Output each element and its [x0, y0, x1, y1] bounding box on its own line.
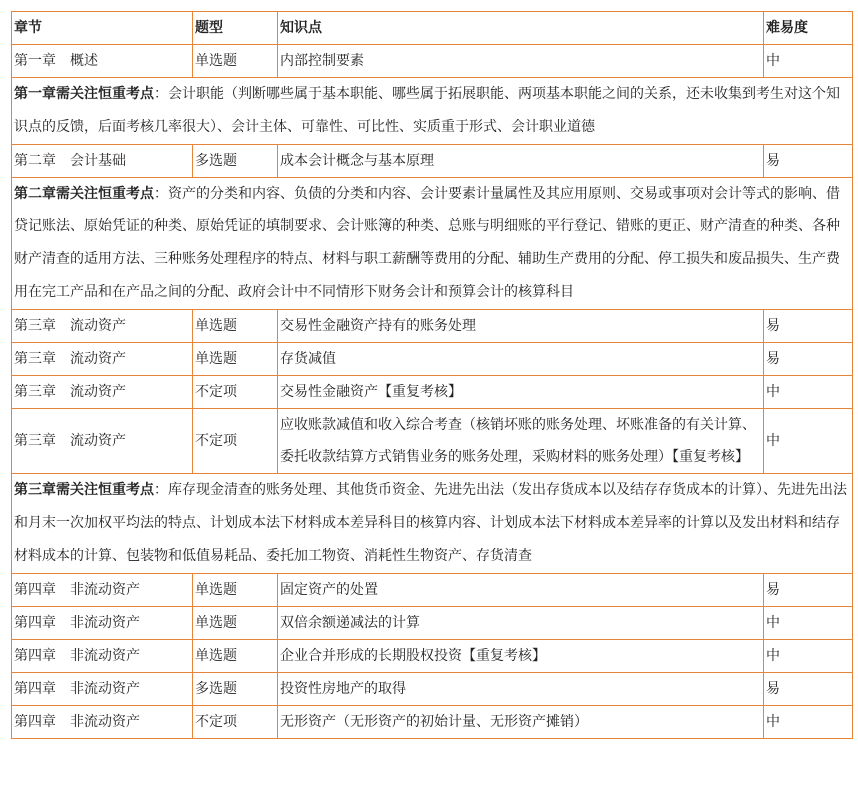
table-row	[12, 375, 853, 408]
cell-chapter: 第四章 非流动资产	[12, 705, 193, 738]
cell-type: 单选题	[193, 309, 278, 342]
cell-difficulty: 中	[764, 45, 853, 78]
cell-type: 单选题	[193, 342, 278, 375]
table-row	[12, 606, 853, 639]
table-row	[12, 45, 853, 78]
key-points-cell	[12, 177, 853, 309]
key-points-colon: ：	[154, 185, 168, 202]
cell-point: 企业合并形成的长期股权投资【重复考核】	[278, 639, 764, 672]
cell-type: 不定项	[193, 375, 278, 408]
cell-type: 不定项	[193, 408, 278, 474]
cell-chapter: 第三章 流动资产	[12, 309, 193, 342]
cell-chapter: 第四章 非流动资产	[12, 573, 193, 606]
table-row	[12, 672, 853, 705]
cell-point: 交易性金融资产持有的账务处理	[278, 309, 764, 342]
table-row	[12, 639, 853, 672]
key-points-text: 资产的分类和内容、负债的分类和内容、会计要素计量属性及其应用原则、交易或事项对会计等式的影响、借贷记账法、原始凭证的种类、原始凭证的填制要求、会计账簿的种类、总账与明细账的平行登记、错账的更正、财产清查的种类、各种财产清查的适用方法、三种账务处理程序的特点、材料与职工薪酬等费用的分配、辅助生产费用的分配、停工损失和废品损失、生产费用在完工产品和在产品之间的分配、政府会计中不同情形下财务会计和预算会计的核算科目	[14, 185, 840, 300]
key-points-colon: ：	[154, 482, 168, 499]
key-points-cell	[12, 78, 853, 145]
cell-difficulty: 中	[764, 705, 853, 738]
cell-point: 双倍余额递减法的计算	[278, 606, 764, 639]
cell-type: 单选题	[193, 606, 278, 639]
cell-difficulty: 易	[764, 309, 853, 342]
header-difficulty: 难易度	[764, 12, 853, 45]
cell-difficulty: 中	[764, 639, 853, 672]
table-row	[12, 342, 853, 375]
cell-chapter: 第一章 概述	[12, 45, 193, 78]
cell-difficulty: 易	[764, 144, 853, 177]
table-header-row	[12, 12, 853, 45]
cell-difficulty: 易	[764, 573, 853, 606]
table-row	[12, 573, 853, 606]
cell-difficulty: 中	[764, 375, 853, 408]
key-points-text: 库存现金清查的账务处理、其他货币资金、先进先出法（发出存货成本以及结存存货成本的计算）、先进先出法和月末一次加权平均法的特点、计划成本法下材料成本差异科目的核算内容、计划成本法下材料成本差异率的计算以及发出材料和结存材料成本的计算、包装物和低值易耗品、委托加工物资、消耗性生物资产、存货清查	[14, 482, 847, 564]
key-points-text: 会计职能（判断哪些属于基本职能、哪些属于拓展职能、两项基本职能之间的关系，还未收集到考生对这个知识点的反馈，后面考核几率很大）、会计主体、可靠性、可比性、实质重于形式、会计职业道德	[14, 86, 840, 135]
table-row	[12, 408, 853, 474]
key-points-row	[12, 78, 853, 145]
key-points-cell	[12, 474, 853, 573]
table-row	[12, 705, 853, 738]
cell-point: 固定资产的处置	[278, 573, 764, 606]
table-row	[12, 309, 853, 342]
cell-point: 投资性房地产的取得	[278, 672, 764, 705]
key-points-label: 第二章需关注恒重考点	[14, 185, 154, 202]
cell-chapter: 第四章 非流动资产	[12, 606, 193, 639]
cell-difficulty: 易	[764, 672, 853, 705]
cell-type: 单选题	[193, 45, 278, 78]
cell-chapter: 第三章 流动资产	[12, 375, 193, 408]
cell-type: 单选题	[193, 573, 278, 606]
cell-type: 单选题	[193, 639, 278, 672]
table-row	[12, 144, 853, 177]
header-point: 知识点	[278, 12, 764, 45]
header-chapter: 章节	[12, 12, 193, 45]
cell-chapter: 第三章 流动资产	[12, 342, 193, 375]
cell-difficulty: 中	[764, 408, 853, 474]
cell-type: 不定项	[193, 705, 278, 738]
cell-type: 多选题	[193, 672, 278, 705]
cell-point: 存货减值	[278, 342, 764, 375]
key-points-row	[12, 474, 853, 573]
key-points-row	[12, 177, 853, 309]
knowledge-point-table	[11, 11, 853, 739]
cell-difficulty: 易	[764, 342, 853, 375]
cell-point: 交易性金融资产【重复考核】	[278, 375, 764, 408]
cell-chapter: 第三章 流动资产	[12, 408, 193, 474]
cell-point: 成本会计概念与基本原理	[278, 144, 764, 177]
cell-chapter: 第四章 非流动资产	[12, 672, 193, 705]
cell-type: 多选题	[193, 144, 278, 177]
cell-chapter: 第四章 非流动资产	[12, 639, 193, 672]
key-points-colon: ：	[154, 86, 168, 102]
cell-point: 应收账款减值和收入综合考查（核销坏账的账务处理、坏账准备的有关计算、委托收款结算方式销售业务的账务处理，采购材料的账务处理）【重复考核】	[278, 408, 764, 474]
cell-difficulty: 中	[764, 606, 853, 639]
header-type: 题型	[193, 12, 278, 45]
key-points-label: 第一章需关注恒重考点	[14, 86, 154, 102]
key-points-label: 第三章需关注恒重考点	[14, 482, 154, 499]
cell-point: 内部控制要素	[278, 45, 764, 78]
cell-point: 无形资产（无形资产的初始计量、无形资产摊销）	[278, 705, 764, 738]
cell-chapter: 第二章 会计基础	[12, 144, 193, 177]
